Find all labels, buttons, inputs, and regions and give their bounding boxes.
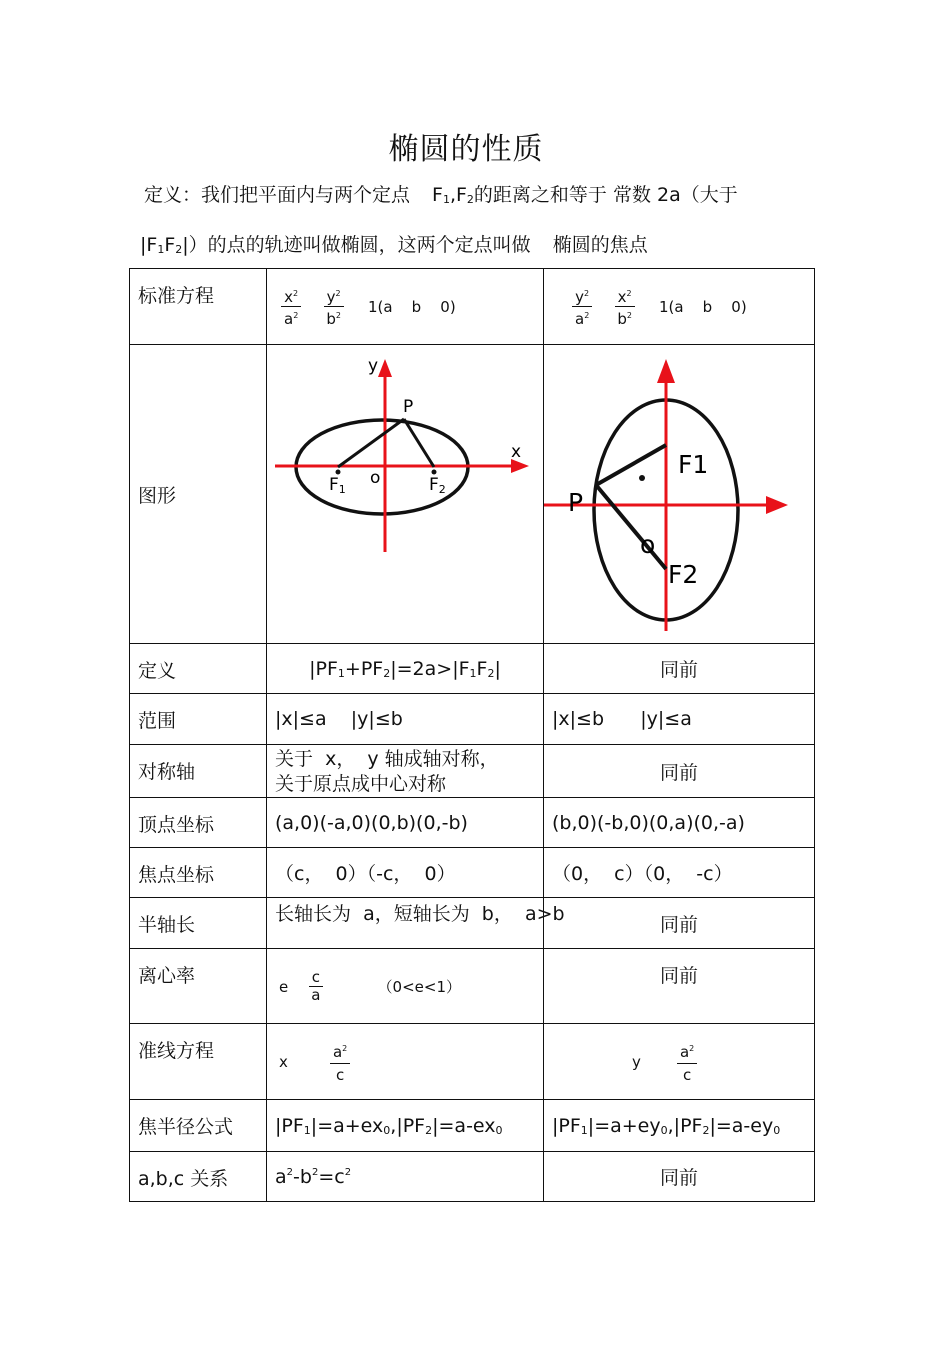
range-vertical: |x|≤b |y|≤a xyxy=(544,694,815,745)
focus-f2-dot xyxy=(432,470,437,475)
range-horizontal: |x|≤a |y|≤b xyxy=(267,694,544,745)
row-label-vertex: 顶点坐标 xyxy=(130,798,267,848)
definition-formula: $|PF_1+PF_2|=2a>|F_1F_2|$ xyxy=(267,644,544,694)
focal-radius-horizontal: $|PF_1|=a+ex_0,|PF_2|=a-ex_0$ xyxy=(267,1100,544,1152)
ellipse-properties-table xyxy=(129,268,815,1202)
focus-f2-label: F2 xyxy=(668,560,699,589)
row-label-eccentricity: 离心率 xyxy=(130,949,267,1024)
row-label-standard-equation: 标准方程 xyxy=(130,269,267,345)
vertical-ellipse-diagram xyxy=(544,345,814,643)
eccentricity-formula: e $\frac{c}{a}$ （0<e<1） xyxy=(267,949,544,1024)
symmetry-description: 关于 x， y 轴成轴对称， 关于原点成中心对称 xyxy=(267,745,544,798)
row-label-directrix: 准线方程 xyxy=(130,1024,267,1100)
standard-equation-horizontal: $\frac{x^2}{a^2}$ $\frac{y^2}{b^2}$ 1(a b 0) xyxy=(267,269,544,345)
segment-pf1 xyxy=(338,419,404,467)
segment-pf2 xyxy=(596,485,666,569)
origin-label: o xyxy=(640,530,656,559)
point-p-label: P xyxy=(403,397,414,417)
directrix-horizontal: x $\frac{a^2}{c}$ xyxy=(267,1024,544,1100)
focus-dot xyxy=(639,475,645,481)
abc-relation-formula: $a^2-b^2=c^2$ xyxy=(267,1152,544,1202)
figure-vertical-ellipse xyxy=(544,345,815,644)
focus-f1-label: F1 xyxy=(329,475,346,496)
vertex-vertical: (b,0)(-b,0)(0,a)(0,-a) xyxy=(544,798,815,848)
y-axis-arrow-icon xyxy=(378,359,392,377)
definition-line-1: 定义：我们把平面内与两个定点 $F_1,F_2$的距离之和等于 常数 2a（大于 xyxy=(144,184,738,206)
focus-f1-dot xyxy=(336,470,341,475)
focus-f2-label: F2 xyxy=(429,475,446,496)
eccentricity-same: 同前 xyxy=(544,949,815,1024)
semi-axis-same: 同前 xyxy=(544,898,815,949)
focus-vertical: （0， c）（0， -c） xyxy=(544,848,815,898)
focus-horizontal: （c， 0）（-c， 0） xyxy=(267,848,544,898)
focal-radius-vertical: $|PF_1|=a+ey_0,|PF_2|=a-ey_0$ xyxy=(544,1100,815,1152)
row-label-semi-axis: 半轴长 xyxy=(130,898,267,949)
table-row xyxy=(130,269,815,345)
focus-f1-label: F1 xyxy=(678,450,709,479)
x-axis-label: x xyxy=(511,442,522,462)
table-row xyxy=(130,1024,815,1100)
row-label-focal-radius: 焦半径公式 xyxy=(130,1100,267,1152)
row-label-focus: 焦点坐标 xyxy=(130,848,267,898)
point-p-label: P xyxy=(568,488,584,517)
origin-label: o xyxy=(370,468,381,488)
table-row xyxy=(130,1100,815,1152)
table-row xyxy=(130,949,815,1024)
semi-axis-description: 长轴长为 a，短轴长为 b， a>b xyxy=(267,898,544,949)
table-row xyxy=(130,898,815,949)
page-title: 椭圆的性质 xyxy=(388,132,544,167)
row-label-symmetry: 对称轴 xyxy=(130,745,267,798)
table-row xyxy=(130,745,815,798)
definition-line-2: $|F_1F_2|$）的点的轨迹叫做椭圆，这两个定点叫做 椭圆的焦点 xyxy=(140,234,648,256)
table-row xyxy=(130,345,815,644)
figure-horizontal-ellipse xyxy=(267,345,544,644)
directrix-vertical: y $\frac{a^2}{c}$ xyxy=(544,1024,815,1100)
horizontal-ellipse-diagram xyxy=(267,345,543,643)
standard-equation-vertical: $\frac{y^2}{a^2}$ $\frac{x^2}{b^2}$ 1(a b 0) xyxy=(544,269,815,345)
row-label-range: 范围 xyxy=(130,694,267,745)
row-label-figure: 图形 xyxy=(130,345,267,644)
vertex-horizontal: (a,0)(-a,0)(0,b)(0,-b) xyxy=(267,798,544,848)
table-row xyxy=(130,848,815,898)
table-row xyxy=(130,1152,815,1202)
x-axis-arrow-icon xyxy=(766,496,788,514)
row-label-abc-relation: a,b,c 关系 xyxy=(130,1152,267,1202)
row-label-definition: 定义 xyxy=(130,644,267,694)
table-row xyxy=(130,644,815,694)
y-axis-label: y xyxy=(368,356,379,376)
table-row xyxy=(130,798,815,848)
y-axis-arrow-icon xyxy=(657,359,675,383)
abc-relation-same: 同前 xyxy=(544,1152,815,1202)
table-row xyxy=(130,694,815,745)
symmetry-same: 同前 xyxy=(544,745,815,798)
definition-same: 同前 xyxy=(544,644,815,694)
